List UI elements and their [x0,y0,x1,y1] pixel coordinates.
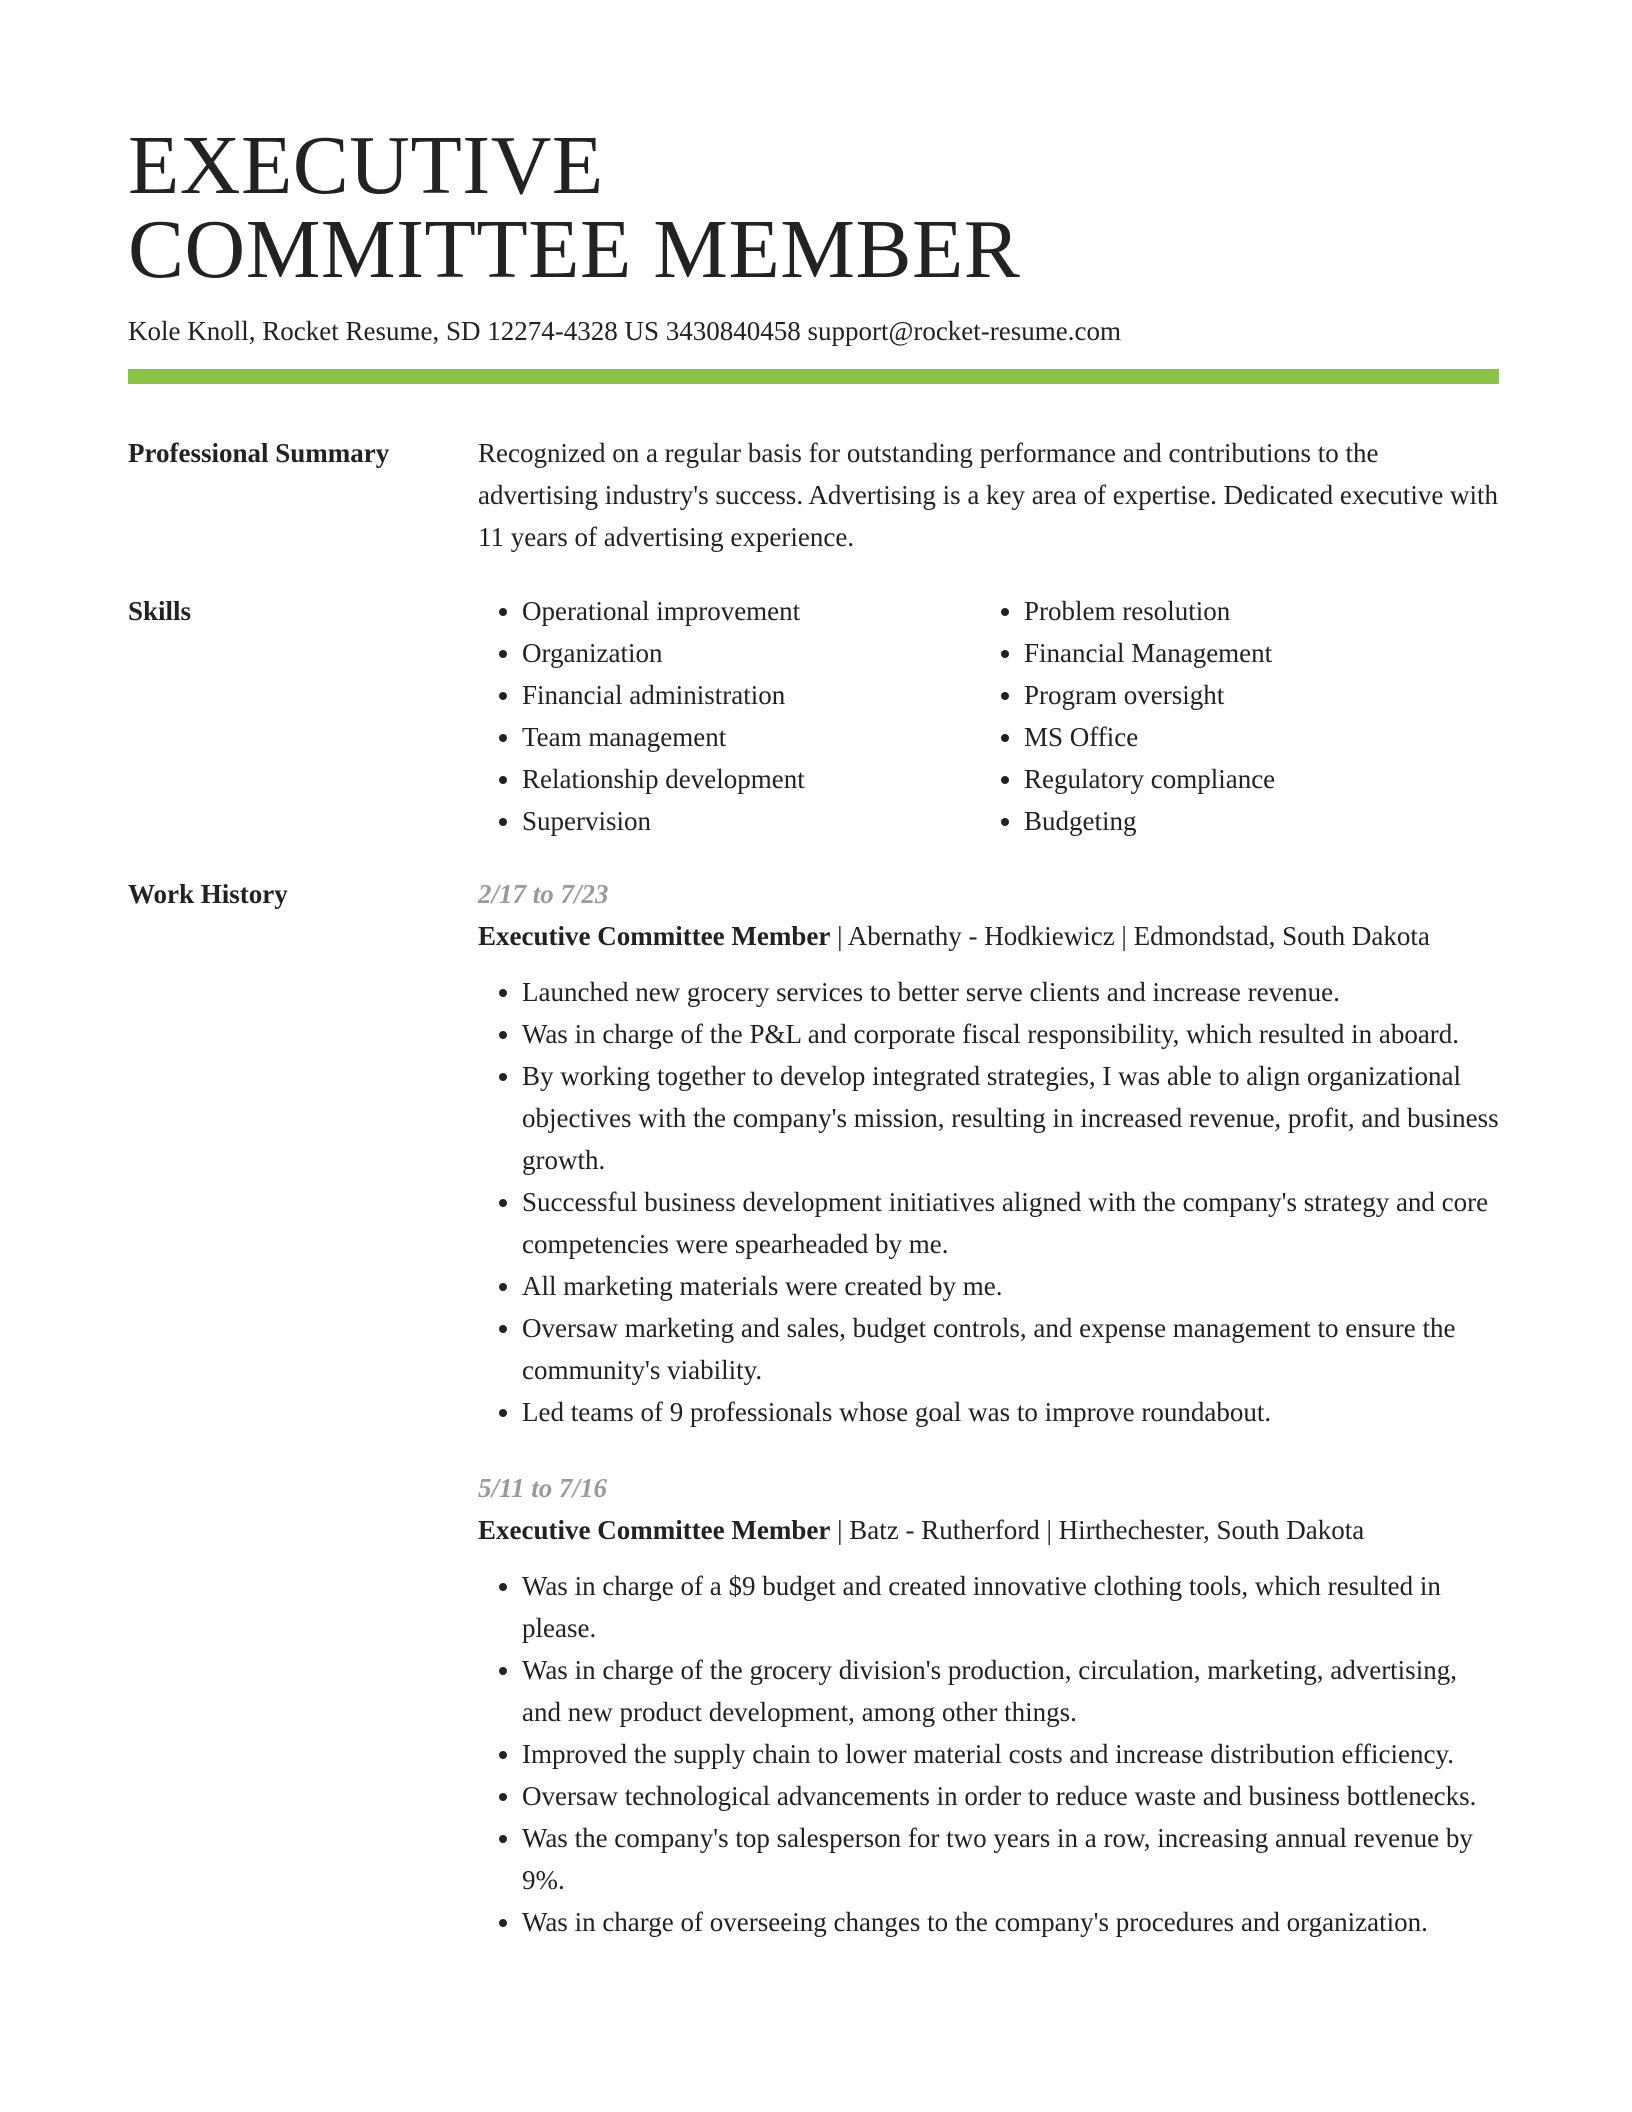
job-bullet: • Was in charge of overseeing changes to the company's procedures and organization. [522,1901,1499,1943]
job-bullet: • Was in charge of the P&L and corporate fiscal responsibility, which resulted in aboard. [522,1013,1499,1055]
skill-item: • Program oversight [1024,674,1482,716]
skills-label: Skills [128,596,192,626]
skills-list-left [478,590,980,842]
job-title: Executive Committee Member [478,921,831,951]
skill-item: • Budgeting [1024,800,1482,842]
job-bullet: • Successful business development initiatives aligned with the company's strategy and core competencies were spearheaded by me. [522,1181,1499,1265]
job-bullet-list [478,1565,1499,1943]
job-bullet: • Launched new grocery services to better serve clients and increase revenue. [522,971,1499,1013]
skill-item: • Relationship development [522,758,980,800]
skill-item: • Financial Management [1024,632,1482,674]
skill-item: • Financial administration [522,674,980,716]
job-entry [478,1467,1499,1943]
job-bullet: • All marketing materials were created by me. [522,1265,1499,1307]
summary-label: Professional Summary [128,438,390,468]
job-bullet-list [478,971,1499,1433]
title-line-1: EXECUTIVE [128,119,604,212]
job-bullet: • Was in charge of a $9 budget and created innovative clothing tools, which resulted in please. [522,1565,1499,1649]
job-entry [478,873,1499,1433]
title-line-2: COMMITTEE MEMBER [128,203,1021,296]
job-bullet: • Oversaw marketing and sales, budget controls, and expense management to ensure the community's viability. [522,1307,1499,1391]
skill-item: • Team management [522,716,980,758]
summary-body [478,432,1499,558]
job-bullet: • Improved the supply chain to lower material costs and increase distribution efficiency. [522,1733,1499,1775]
job-dates: 2/17 to 7/23 [478,879,609,909]
skill-item: • MS Office [1024,716,1482,758]
job-bullet: • By working together to develop integrated strategies, I was able to align organizational objectives with the company's mission, resulting in increased revenue, profit, and business growth. [522,1055,1499,1181]
job-bullet: • Was the company's top salesperson for two years in a row, increasing annual revenue by 9%. [522,1817,1499,1901]
job-details: | Batz - Rutherford | Hirthechester, South Dakota [830,1515,1365,1545]
job-header [478,1509,1499,1551]
job-title: Executive Committee Member [478,1515,831,1545]
skills-list-right [980,590,1482,842]
skill-item: • Organization [522,632,980,674]
resume-title [128,119,1499,296]
skill-item: • Problem resolution [1024,590,1482,632]
skills-columns [478,590,1499,842]
accent-divider [128,369,1499,384]
job-bullet: • Led teams of 9 professionals whose goal was to improve roundabout. [522,1391,1499,1433]
work-history-label: Work History [128,879,288,909]
job-bullet: • Was in charge of the grocery division's production, circulation, marketing, advertising, and new product development, among other things. [522,1649,1499,1733]
summary-text: Recognized on a regular basis for outstanding performance and contributions to the advertising industry's success. Advertising is a key area of expertise. Dedicated executive with 11 years of advertising experience. [478,438,1499,552]
contact-line: Kole Knoll, Rocket Resume, SD 12274-4328 US 3430840458 support@rocket-resume.com [128,316,1121,346]
job-bullet: • Oversaw technological advancements in order to reduce waste and business bottlenecks. [522,1775,1499,1817]
skills-body [478,590,1499,842]
work-history-body [478,873,1499,1977]
skill-item: • Supervision [522,800,980,842]
job-header [478,915,1499,957]
job-dates: 5/11 to 7/16 [478,1473,608,1503]
skill-item: • Regulatory compliance [1024,758,1482,800]
job-details: | Abernathy - Hodkiewicz | Edmondstad, South Dakota [830,921,1430,951]
skill-item: • Operational improvement [522,590,980,632]
